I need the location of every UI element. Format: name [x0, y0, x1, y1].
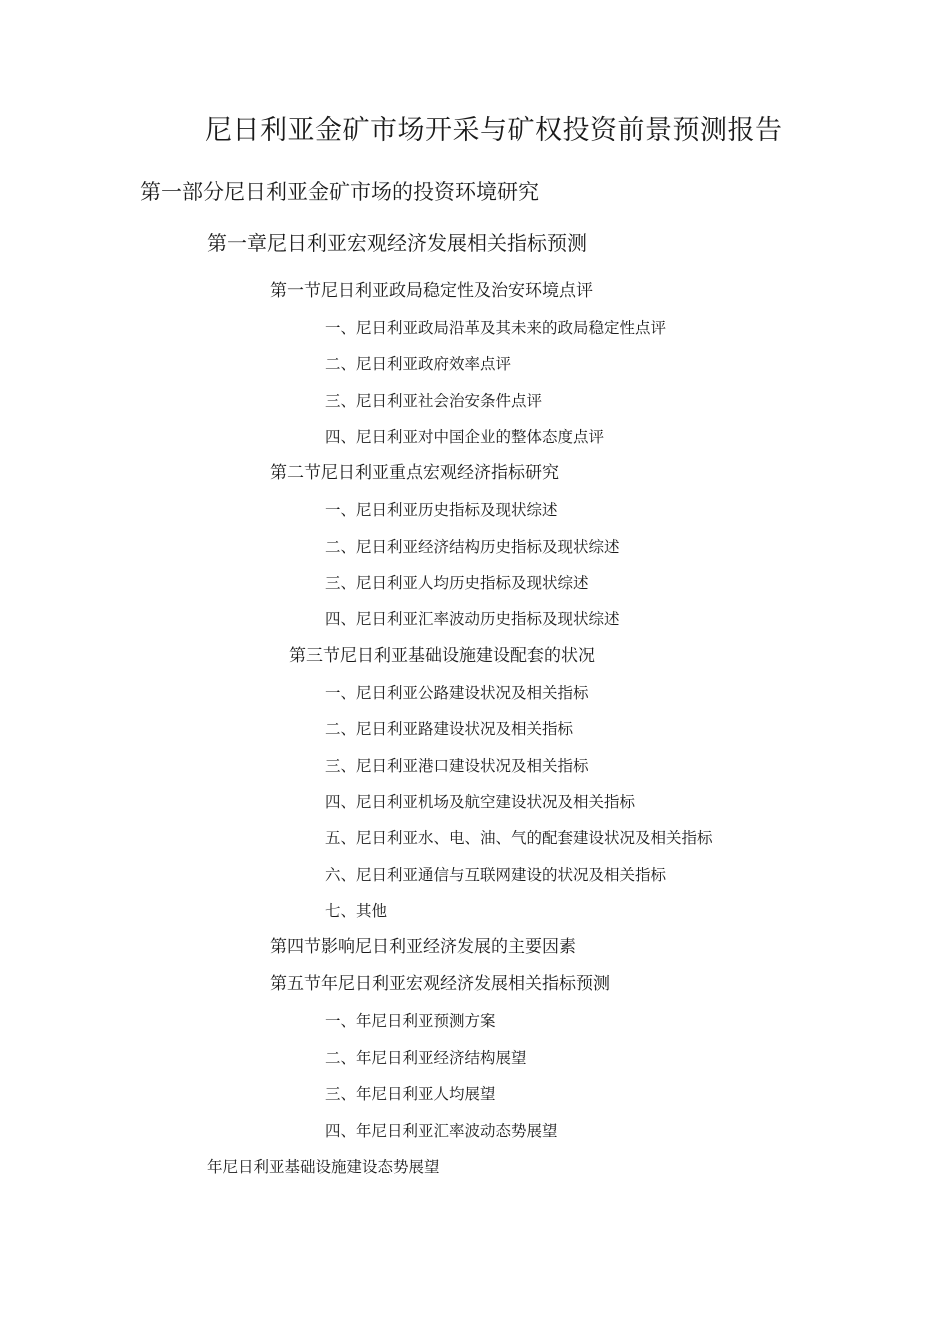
- toc-item: 二、尼日利亚路建设状况及相关指标: [325, 720, 574, 738]
- toc-item: 二、年尼日利亚经济结构展望: [325, 1049, 527, 1067]
- toc-item: 三、尼日利亚社会治安条件点评: [325, 392, 543, 410]
- toc-item: 三、尼日利亚港口建设状况及相关指标: [325, 757, 589, 775]
- toc-item: 二、尼日利亚政府效率点评: [325, 355, 512, 373]
- toc-item: 一、尼日利亚公路建设状况及相关指标: [325, 684, 589, 702]
- section-heading-4: 第四节影响尼日利亚经济发展的主要因素: [270, 937, 576, 957]
- toc-item: 二、尼日利亚经济结构历史指标及现状综述: [325, 538, 620, 556]
- part-heading: 第一部分尼日利亚金矿市场的投资环境研究: [140, 180, 539, 204]
- toc-item: 三、年尼日利亚人均展望: [325, 1085, 496, 1103]
- section-heading-2: 第二节尼日利亚重点宏观经济指标研究: [270, 463, 559, 483]
- toc-item: 五、尼日利亚水、电、油、气的配套建设状况及相关指标: [325, 829, 713, 847]
- section-heading-3: 第三节尼日利亚基础设施建设配套的状况: [289, 646, 595, 666]
- toc-item: 三、尼日利亚人均历史指标及现状综述: [325, 574, 589, 592]
- toc-trailing-item: 年尼日利亚基础设施建设态势展望: [207, 1158, 440, 1176]
- toc-item: 七、其他: [325, 902, 388, 920]
- toc-item: 一、年尼日利亚预测方案: [325, 1012, 496, 1030]
- section-heading-5: 第五节年尼日利亚宏观经济发展相关指标预测: [270, 974, 610, 994]
- toc-item: 四、年尼日利亚汇率波动态势展望: [325, 1122, 558, 1140]
- toc-item: 四、尼日利亚机场及航空建设状况及相关指标: [325, 793, 636, 811]
- toc-item: 四、尼日利亚对中国企业的整体态度点评: [325, 428, 605, 446]
- toc-item: 四、尼日利亚汇率波动历史指标及现状综述: [325, 610, 620, 628]
- section-heading-1: 第一节尼日利亚政局稳定性及治安环境点评: [270, 281, 593, 301]
- report-title: 尼日利亚金矿市场开采与矿权投资前景预测报告: [205, 115, 783, 146]
- toc-item: 一、尼日利亚历史指标及现状综述: [325, 501, 558, 519]
- toc-item: 一、尼日利亚政局沿革及其未来的政局稳定性点评: [325, 319, 667, 337]
- chapter-heading: 第一章尼日利亚宏观经济发展相关指标预测: [207, 231, 587, 255]
- toc-item: 六、尼日利亚通信与互联网建设的状况及相关指标: [325, 866, 667, 884]
